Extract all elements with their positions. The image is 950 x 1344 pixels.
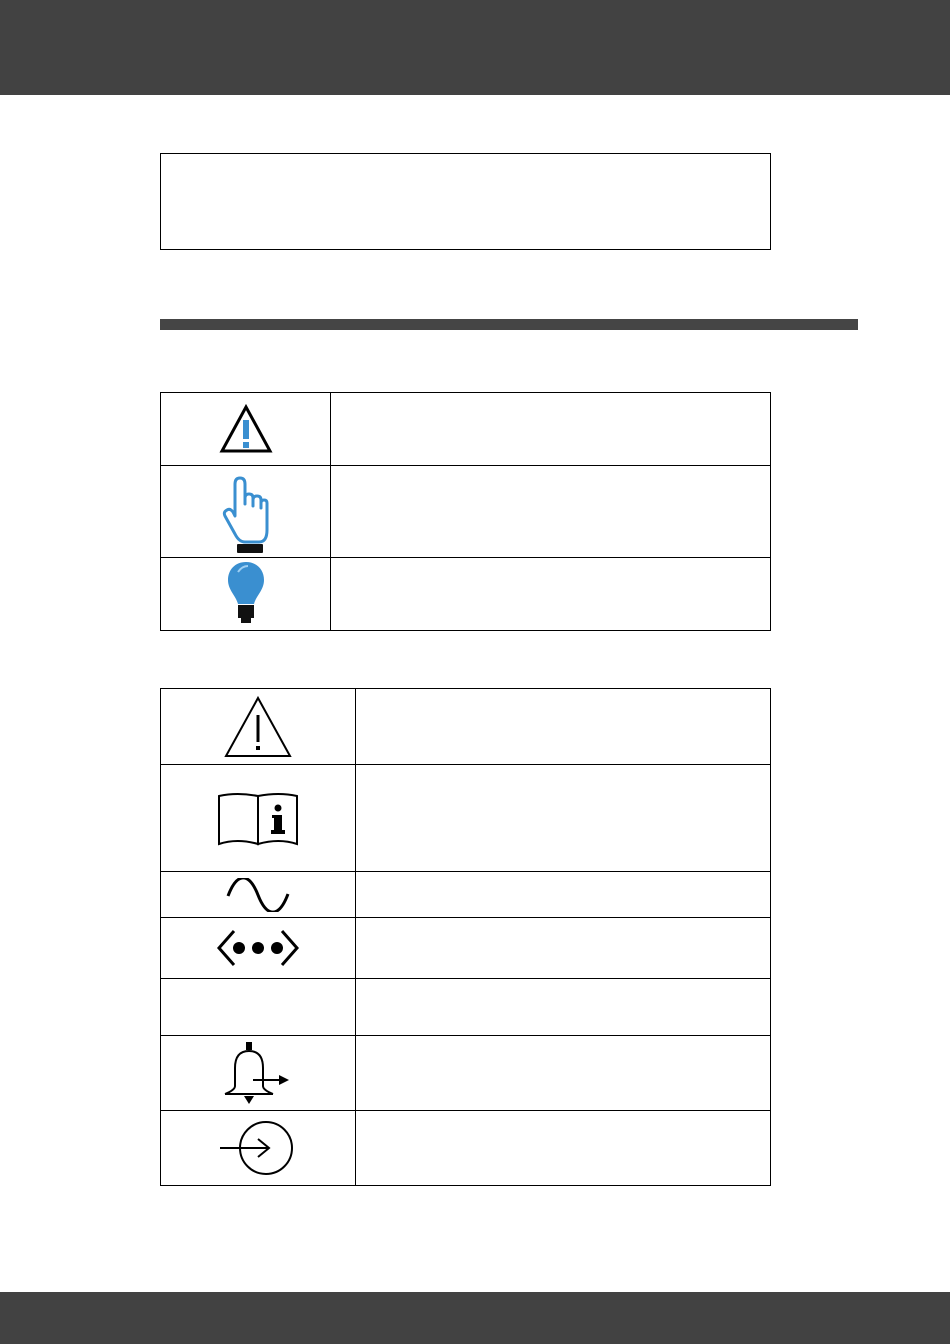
table-row <box>161 466 771 558</box>
symbol-description <box>356 1036 771 1111</box>
symbol-description <box>356 872 771 918</box>
device-symbol-table <box>160 688 771 1186</box>
admonition-symbol-table <box>160 392 771 631</box>
section-divider <box>160 319 858 330</box>
page-header-bar <box>0 0 950 95</box>
admonition-description <box>331 466 771 558</box>
symbol-description <box>356 689 771 765</box>
table-row <box>161 1036 771 1111</box>
table-row <box>161 393 771 466</box>
symbol-description <box>356 765 771 872</box>
admonition-description <box>331 558 771 631</box>
symbol-description <box>356 918 771 979</box>
input-icon <box>218 1120 298 1176</box>
table-row <box>161 558 771 631</box>
warning-triangle-icon <box>219 404 273 454</box>
empty-symbol-cell <box>161 979 356 1036</box>
admonition-description <box>331 393 771 466</box>
raised-hand-icon <box>221 470 271 554</box>
note-box <box>160 153 771 250</box>
table-row <box>161 918 771 979</box>
symbol-description <box>356 979 771 1036</box>
network-port-icon <box>216 928 300 968</box>
table-row <box>161 689 771 765</box>
alternating-current-icon <box>225 878 291 912</box>
symbol-description <box>356 1111 771 1186</box>
table-row <box>161 1111 771 1186</box>
manual-info-icon <box>217 790 299 846</box>
alarm-output-icon <box>222 1040 294 1106</box>
lightbulb-icon <box>226 560 266 628</box>
table-row <box>161 872 771 918</box>
table-row <box>161 765 771 872</box>
caution-triangle-icon <box>223 695 293 759</box>
page-footer-bar <box>0 1292 950 1344</box>
table-row <box>161 979 771 1036</box>
